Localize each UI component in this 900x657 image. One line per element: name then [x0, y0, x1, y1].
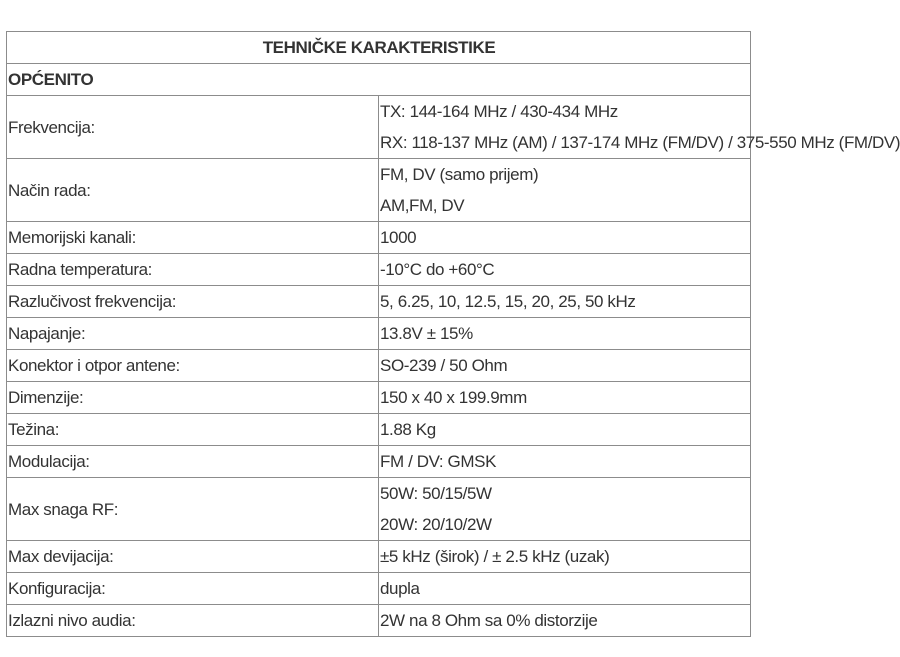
row-value — [379, 478, 751, 541]
row-value: 150 x 40 x 199.9mm — [379, 382, 751, 414]
row-label: Memorijski kanali: — [7, 222, 379, 254]
table-title-row — [7, 32, 751, 64]
row-label: Napajanje: — [7, 318, 379, 350]
table-row — [7, 350, 751, 382]
row-value-line: TX: 144-164 MHz / 430-434 MHz — [380, 102, 618, 121]
row-label: Težina: — [7, 414, 379, 446]
table-row — [7, 478, 751, 541]
row-value: 1000 — [379, 222, 751, 254]
row-label: Radna temperatura: — [7, 254, 379, 286]
table-row — [7, 541, 751, 573]
section-header-row — [7, 64, 751, 96]
table-row — [7, 446, 751, 478]
row-label: Razlučivost frekvencija: — [7, 286, 379, 318]
row-value-line: AM,FM, DV — [380, 196, 465, 215]
row-label: Max devijacija: — [7, 541, 379, 573]
row-label: Izlazni nivo audia: — [7, 605, 379, 637]
row-label: Modulacija: — [7, 446, 379, 478]
row-label: Način rada: — [7, 159, 379, 222]
row-label: Dimenzije: — [7, 382, 379, 414]
row-value: dupla — [379, 573, 751, 605]
table-row — [7, 286, 751, 318]
row-value: 5, 6.25, 10, 12.5, 15, 20, 25, 50 kHz — [379, 286, 751, 318]
row-value-line: RX: 118-137 MHz (AM) / 137-174 MHz (FM/DV) / 375-550 MHz (FM/DV) — [380, 133, 900, 152]
table-row — [7, 605, 751, 637]
table-row — [7, 414, 751, 446]
table-title: TEHNIČKE KARAKTERISTIKE — [7, 32, 751, 64]
row-value: 1.88 Kg — [379, 414, 751, 446]
row-value-line: FM, DV (samo prijem) — [380, 165, 539, 184]
row-value: ±5 kHz (širok) / ± 2.5 kHz (uzak) — [379, 541, 751, 573]
specs-table — [6, 31, 900, 637]
row-value: 13.8V ± 15% — [379, 318, 751, 350]
section-header: OPĆENITO — [7, 64, 751, 96]
row-value-line: 20W: 20/10/2W — [380, 515, 492, 534]
row-value: FM / DV: GMSK — [379, 446, 751, 478]
row-value — [379, 159, 751, 222]
row-value: -10°C do +60°C — [379, 254, 751, 286]
row-value — [379, 96, 900, 159]
table-row — [7, 573, 751, 605]
row-label: Konektor i otpor antene: — [7, 350, 379, 382]
table-row — [7, 254, 751, 286]
row-label: Max snaga RF: — [7, 478, 379, 541]
table-row — [7, 222, 751, 254]
row-label: Frekvencija: — [7, 96, 379, 159]
table-row — [7, 96, 751, 159]
table-row — [7, 318, 751, 350]
row-value: 2W na 8 Ohm sa 0% distorzije — [379, 605, 751, 637]
row-value-line: 50W: 50/15/5W — [380, 484, 492, 503]
table-row — [7, 382, 751, 414]
table-row — [7, 159, 751, 222]
row-label: Konfiguracija: — [7, 573, 379, 605]
row-value: SO-239 / 50 Ohm — [379, 350, 751, 382]
